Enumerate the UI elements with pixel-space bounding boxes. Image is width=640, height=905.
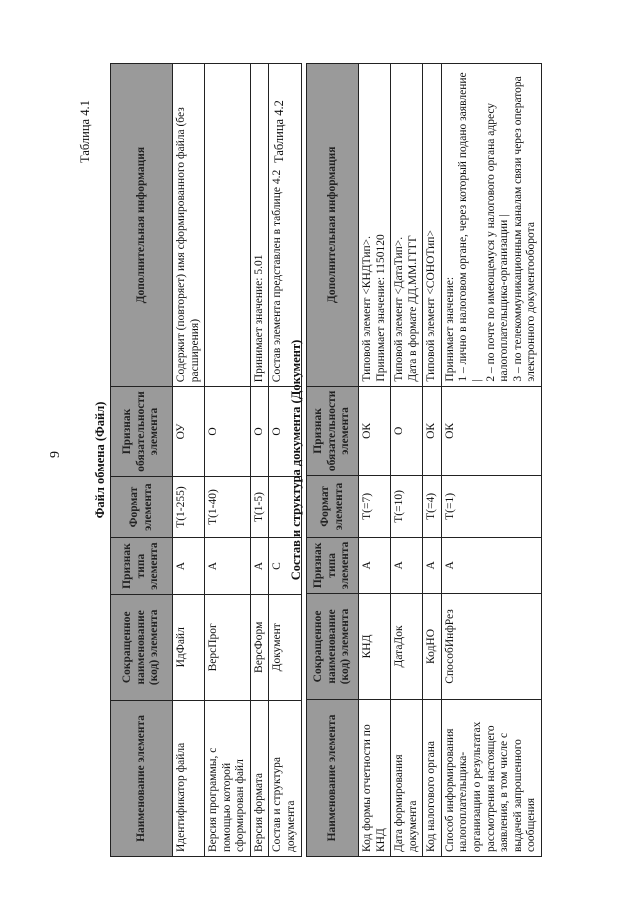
cell: Документ xyxy=(269,594,301,700)
cell: ОК xyxy=(359,386,391,476)
table2-label: Таблица 4.2 xyxy=(272,100,286,163)
table1-title: Файл обмена (Файл) xyxy=(93,401,107,519)
cell: Т(=1) xyxy=(441,476,541,537)
cell: А xyxy=(359,537,391,593)
cell: Т(1-5) xyxy=(250,476,269,538)
cell: Т(=4) xyxy=(423,476,442,537)
cell: А xyxy=(423,537,442,593)
cell: Идентификатор файла xyxy=(173,700,205,856)
page-number: 9 xyxy=(48,451,63,458)
cell xyxy=(205,64,251,387)
cell: Состав и структура документа xyxy=(269,700,301,856)
table-row xyxy=(391,64,423,857)
cell: Т(=10) xyxy=(391,476,423,537)
table2-header-row xyxy=(307,64,359,857)
cell: Типовой элемент <ДатаТип>. Дата в формате ДД.ММ.ГГГГ xyxy=(391,64,423,387)
cell: Т(=7) xyxy=(359,476,391,537)
cell: А xyxy=(173,538,205,594)
col-header: Признак типа элемента xyxy=(111,538,173,594)
cell: А xyxy=(205,538,251,594)
cell: Содержит (повторяет) имя сформированного файла (без расширения) xyxy=(173,64,205,387)
col-header: Признак типа элемента xyxy=(307,537,359,593)
cell: О xyxy=(250,387,269,477)
cell: А xyxy=(391,537,423,593)
table-row xyxy=(250,64,269,857)
table2-title: Состав и структура документа (Документ) xyxy=(289,339,303,581)
cell: А xyxy=(441,537,541,593)
cell: Версия программы, с помощью которой сформирован файл xyxy=(205,700,251,856)
cell: О xyxy=(391,386,423,476)
col-header: Формат элемента xyxy=(307,476,359,537)
cell: А xyxy=(250,538,269,594)
cell: КодНО xyxy=(423,594,442,700)
col-header: Наименование элемента xyxy=(111,700,173,856)
cell: ОУ xyxy=(173,387,205,477)
col-header: Наименование элемента xyxy=(307,699,359,856)
cell: СпособИнфРез xyxy=(441,594,541,700)
col-header: Дополнительная информация xyxy=(307,64,359,387)
cell: ВерсПрог xyxy=(205,594,251,700)
col-header: Формат элемента xyxy=(111,476,173,538)
table1-header-row xyxy=(111,64,173,857)
col-header: Признак обязательности элемента xyxy=(307,386,359,476)
cell: С xyxy=(269,538,301,594)
cell: Типовой элемент <СОНОТип> xyxy=(423,64,442,387)
cell: Код формы отчетности по КНД xyxy=(359,699,391,856)
col-header: Сокращенное наименование (код) элемента xyxy=(111,594,173,700)
cell: Принимает значение: 1 – лично в налоговом органе, через который подано заявление | 2 – по почте по имеющемуся у налогового органа адресу налогоплательщика-организации | 3 – по телекоммуникационным каналам связи через оператора электронного документооборота xyxy=(441,64,541,387)
table-document-structure xyxy=(306,63,542,857)
table-row xyxy=(441,64,541,857)
cell: Типовой элемент <КНДТип>. Принимает значение: 1150120 xyxy=(359,64,391,387)
cell: Принимает значение: 5.01 xyxy=(250,64,269,387)
cell: Т(1-255) xyxy=(173,476,205,538)
cell: Версия формата xyxy=(250,700,269,856)
col-header: Дополнительная информация xyxy=(111,64,173,387)
table-row xyxy=(173,64,205,857)
cell: О xyxy=(205,387,251,477)
table-file-exchange xyxy=(110,63,302,857)
cell: ОК xyxy=(423,386,442,476)
cell: Т(1-40) xyxy=(205,476,251,538)
cell: ВерсФорм xyxy=(250,594,269,700)
cell: ИдФайл xyxy=(173,594,205,700)
cell: Способ информирования налогоплательщика-организации о результатах рассмотрения настоящего заявления, в том числе с выдачей запрошенного сообщения xyxy=(441,699,541,856)
col-header: Сокращенное наименование (код) элемента xyxy=(307,594,359,700)
cell: Дата формирования документа xyxy=(391,699,423,856)
table-row xyxy=(423,64,442,857)
cell: Код налогового органа xyxy=(423,699,442,856)
cell: О xyxy=(269,387,301,477)
table-row xyxy=(205,64,251,857)
cell: ОК xyxy=(441,386,541,476)
table-row xyxy=(359,64,391,857)
cell: ДатаДок xyxy=(391,594,423,700)
table1-label: Таблица 4.1 xyxy=(78,100,92,163)
col-header: Признак обязательности элемента xyxy=(111,387,173,477)
cell: КНД xyxy=(359,594,391,700)
cell: Состав элемента представлен в таблице 4.2 xyxy=(269,64,301,387)
